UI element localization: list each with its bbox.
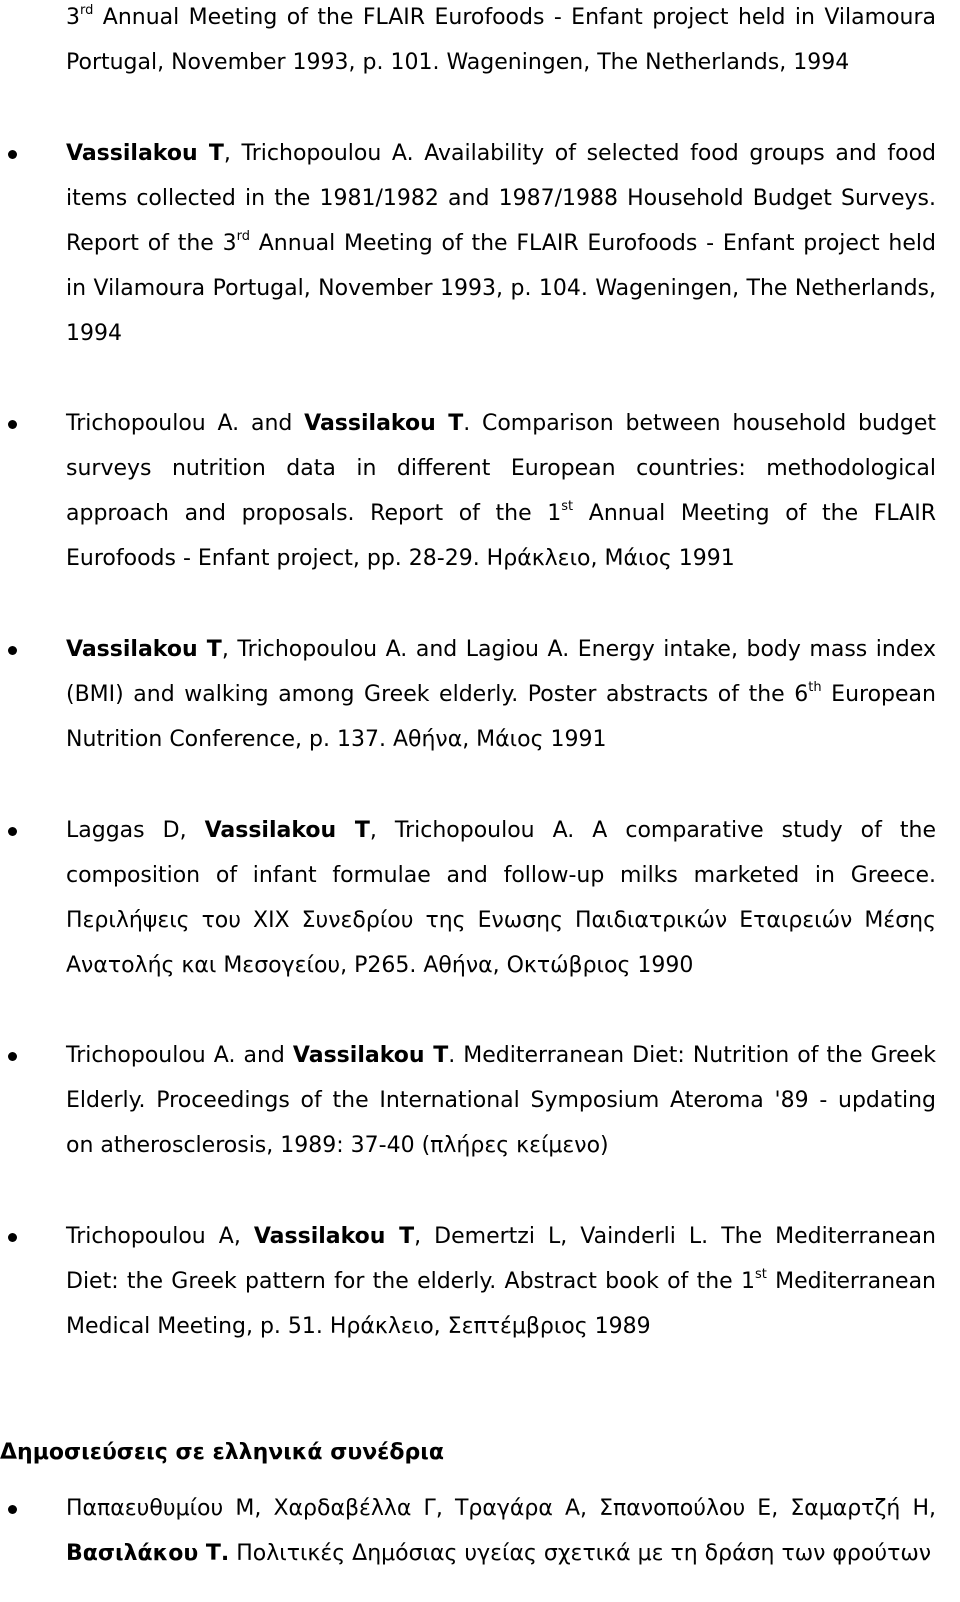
bullet-icon (8, 827, 17, 836)
reference-text: , Demertzi L, Vainderli L. The Mediterranean Diet: the Greek pattern for the elderly. Abstract book of the 1 (66, 1224, 936, 1294)
ordinal-superscript: th (808, 680, 822, 695)
bullet-icon (8, 646, 17, 655)
reference-text: , Trichopoulou A. and Lagiou A. Energy intake, body mass index (BMI) and walking among Greek elderly. Poster abstracts of the 6 (66, 637, 936, 707)
ordinal-superscript: rd (80, 3, 94, 18)
bullet-icon (8, 1052, 17, 1061)
reference-text: Annual Meeting of the FLAIR Eurofoods - Enfant project held in Vilamoura Portugal, November 1993, p. 104. Wageningen, The Netherlands, 1994 (66, 231, 936, 346)
author-name-bold: Vassilakou T (292, 1043, 449, 1068)
ordinal-superscript: rd (236, 229, 250, 244)
author-name-bold: Vassilakou T (204, 818, 370, 843)
reference-text: Trichopoulou A. and (66, 1043, 293, 1068)
reference-text: Mediterranean Medical Meeting, p. 51. Ηράκλειο, Σεπτέμβριος 1989 (66, 1269, 936, 1339)
reference-text: Παπαευθυμίου Μ, Χαρδαβέλλα Γ, Τραγάρα Α, Σπανοπούλου Ε, Σαμαρτζή Η, (66, 1496, 936, 1521)
author-name-bold: Vassilakou T (253, 1224, 415, 1249)
bullet-icon (8, 1233, 17, 1242)
section-heading: Δημοσιεύσεις σε ελληνικά συνέδρια (0, 1440, 444, 1465)
reference-entry-7 (66, 1214, 936, 1349)
reference-text: , Trichopoulou A. Availability of selected food groups and food items collected in the 1981/1982 and 1987/1988 Household Budget Surveys. Report of the 3 (66, 141, 936, 256)
reference-text: Annual Meeting of the FLAIR Eurofoods - Enfant project, pp. 28-29. Ηράκλειο, Μάιος 1991 (66, 501, 936, 571)
ordinal-superscript: st (561, 499, 574, 514)
bullet-icon (8, 150, 17, 159)
reference-text: . Mediterranean Diet: Nutrition of the Greek Elderly. Proceedings of the International Symposium Ateroma '89 - updating on atherosclerosis, 1989: 37-40 (πλήρες κείμενο) (66, 1043, 936, 1158)
reference-text: , Trichopoulou A. A comparative study of the composition of infant formulae and follow-up milks marketed in Greece. Περιλήψεις του XIX Συνεδρίου της Ενωσης Παιδιατρικών Εταιρειών Μέσης Ανατολής και Μεσογείου, P265. Αθήνα, Οκτώβριος 1990 (66, 818, 936, 978)
reference-entry-6 (66, 1033, 936, 1168)
reference-text: 3 (66, 5, 80, 30)
reference-text: Annual Meeting of the FLAIR Eurofoods - Enfant project held in Vilamoura Portugal, November 1993, p. 101. Wageningen, The Netherlands, 1994 (66, 5, 936, 75)
author-name-bold: Vassilakou T (66, 141, 224, 166)
author-name-bold: Βασιλάκου Τ. (66, 1541, 230, 1566)
reference-text: Trichopoulou A. and (66, 411, 305, 436)
reference-entry-3 (66, 401, 936, 581)
reference-entry-greek-1 (66, 1486, 936, 1576)
reference-text: Πολιτικές Δημόσιας υγείας σχετικά με τη δράση των φρούτων (229, 1541, 932, 1566)
reference-text: European Nutrition Conference, p. 137. Αθήνα, Μάιος 1991 (66, 682, 936, 752)
author-name-bold: Vassilakou T (304, 411, 464, 436)
reference-entry-4 (66, 627, 936, 762)
reference-entry-2 (66, 131, 936, 356)
reference-text: Laggas D, (66, 818, 205, 843)
bullet-icon (8, 420, 17, 429)
reference-entry-5 (66, 808, 936, 988)
bullet-icon (8, 1505, 17, 1514)
reference-text: . Comparison between household budget surveys nutrition data in different European countries: methodological approach and proposals. Report of the 1 (66, 411, 936, 526)
reference-entry-1 (66, 0, 936, 85)
ordinal-superscript: st (754, 1267, 767, 1282)
reference-text: Trichopoulou A, (66, 1224, 254, 1249)
author-name-bold: Vassilakou T (66, 637, 222, 662)
